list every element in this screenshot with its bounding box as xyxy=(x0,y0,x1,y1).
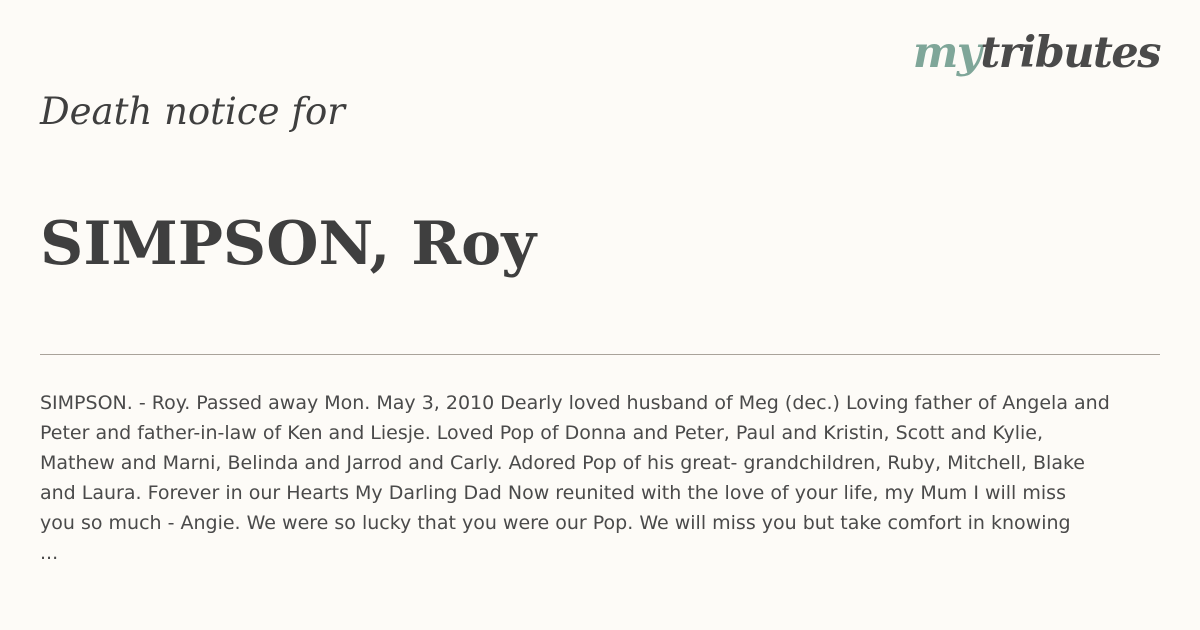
logo-my: my xyxy=(912,28,981,78)
mytributes-logo[interactable] xyxy=(912,28,1160,78)
page-subtitle: Death notice for xyxy=(40,90,345,133)
divider xyxy=(40,354,1160,355)
deceased-name: SIMPSON, Roy xyxy=(40,209,537,279)
logo-tributes: tributes xyxy=(980,28,1160,78)
death-notice-text: SIMPSON. - Roy. Passed away Mon. May 3, 2010 Dearly loved husband of Meg (dec.) Loving father of Angela and Peter and father-in-law of Ken and Liesje. Loved Pop of Donna and Peter, Paul and Kristin, Scott and Kylie, Mathew and Marni, Belinda and Jarrod and Carly. Adored Pop of his great- grandchildren, Ruby, Mitchell, Blake and Laura. Forever in our Hearts My Darling Dad Now reunited with the love of your life, my Mum I will miss you so much - Angie. We were so lucky that you were our Pop. We will miss you but take comfort in knowing ... xyxy=(40,392,1110,564)
